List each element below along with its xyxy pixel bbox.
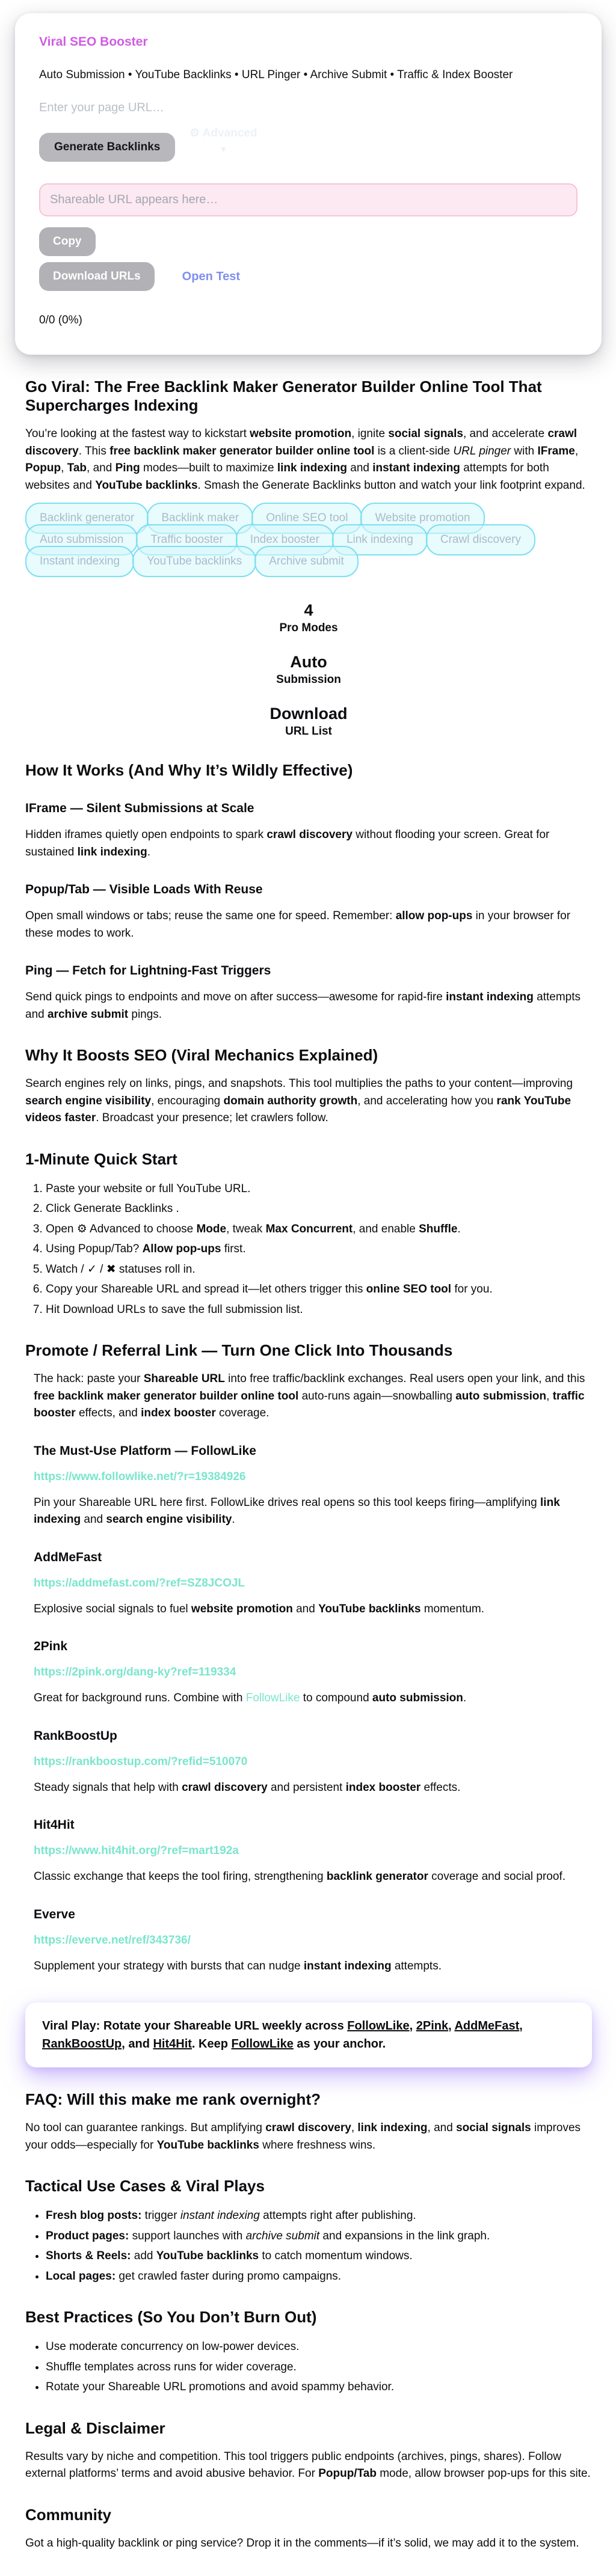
platform-referral-link[interactable]: https://rankboostup.com/?refid=510070 [34, 1755, 248, 1768]
keyword-chip: Online SEO tool [251, 503, 362, 534]
community-heading: Community [25, 2505, 111, 2524]
faq-paragraph: No tool can guarantee rankings. But amplifying crawl discovery, link indexing, and social signals improves your odds—especially for YouTube backlinks where freshness wins. [25, 2122, 581, 2152]
intro-paragraph: You’re looking at the fastest way to kickstart website promotion, ignite social signals, and accelerate crawl discovery. This free backlink maker generator builder online tool is a client-side URL pinger with IFrame, Popup, Tab, and Ping modes—built to maximize link indexing and instant indexing attempts for both websites and YouTube backlinks. Smash the Generate Backlinks button and watch your link footprint expand. [25, 427, 585, 492]
platform-description: Supplement your strategy with bursts that can nudge instant indexing attempts. [34, 1959, 442, 1972]
platform-name: RankBoostUp [34, 1728, 117, 1743]
platform-referral-link[interactable]: https://www.hit4hit.org/?ref=mart192a [34, 1844, 239, 1857]
platform-name: Hit4Hit [34, 1818, 75, 1832]
rankboostup-rotation-link[interactable]: RankBoostUp [42, 2037, 122, 2051]
keyword-chip: Auto submission [25, 524, 138, 555]
practices-heading: Best Practices (So You Don’t Burn Out) [25, 2308, 317, 2326]
legal-heading: Legal & Disclaimer [25, 2418, 165, 2437]
keyword-chip: Website promotion [360, 503, 484, 534]
quick-start-step: 4. Using Popup/Tab? Allow pop-ups first. [46, 1241, 592, 1258]
tactics-heading: Tactical Use Cases & Viral Plays [25, 2177, 265, 2195]
legal-paragraph: Results vary by niche and competition. This tool triggers public endpoints (archives, pings, shares). Follow external platforms’ terms and avoid abusive behavior. For Popup/Tab mode, allow browser pop-ups for this site. [25, 2450, 591, 2480]
2pink-rotation-link[interactable]: 2Pink [416, 2019, 449, 2033]
keyword-chip: Archive submit [254, 546, 359, 577]
seo-boost-paragraph: Search engines rely on links, pings, and snapshots. This tool multiplies the paths to your content—improving search engine visibility, encouraging domain authority growth, and accelerating how you rank YouTube videos faster. Broadcast your presence; let crawlers follow. [25, 1077, 573, 1124]
stat-value: 4 [304, 601, 313, 619]
quick-start-step: 5. Watch / ✓ / ✖ statuses roll in. [46, 1261, 592, 1279]
tactic-item: • Shorts & Reels: add YouTube backlinks to catch momentum windows. [46, 2248, 592, 2265]
addmefast-rotation-link[interactable]: AddMeFast [454, 2019, 520, 2033]
stat-label: Pro Modes [279, 622, 338, 634]
keyword-chips-marquee [25, 503, 592, 583]
download-urls-button[interactable]: Download URLs [39, 262, 155, 291]
platform-name: The Must-Use Platform — FollowLike [34, 1443, 256, 1458]
mode-description: Open small windows or tabs; reuse the same one for speed. Remember: allow pop-ups in your browser for these modes to work. [25, 910, 571, 940]
mode-title: Ping — Fetch for Lightning-Fast Triggers [25, 964, 271, 977]
platform-name: 2Pink [34, 1639, 68, 1653]
quick-start-step: 2. Click Generate Backlinks . [46, 1201, 592, 1218]
promote-hack-paragraph: The hack: paste your Shareable URL into free traffic/backlink exchanges. Real users open your link, and this free backlink maker generator builder online tool auto-runs again—snowballing auto submission, traffic booster effects, and index booster coverage. [34, 1372, 585, 1419]
followlike-rotation-link[interactable]: FollowLike [347, 2019, 410, 2033]
gear-icon: ⚙ [189, 127, 200, 139]
keyword-chip: Backlink generator [25, 503, 149, 534]
stat-item [25, 601, 592, 635]
stat-item [25, 653, 592, 687]
quick-start-heading: 1-Minute Quick Start [25, 1149, 177, 1168]
download-row [39, 262, 578, 291]
advanced-toggle[interactable] [189, 124, 257, 157]
tactic-item: • Fresh blog posts: trigger instant indexing attempts right after publishing. [46, 2207, 592, 2225]
practices-list [25, 2339, 592, 2396]
how-it-works-heading: How It Works (And Why It’s Wildly Effective) [25, 761, 353, 779]
platform-list [34, 1444, 592, 1975]
stat-value: Auto [290, 653, 327, 671]
mode-description: Send quick pings to endpoints and move on after success—awesome for rapid-fire instant indexing attempts and archive submit pings. [25, 991, 581, 1021]
platform-name: AddMeFast [34, 1550, 102, 1564]
keyword-chip: Traffic booster [136, 524, 237, 555]
platform-referral-link[interactable]: https://addmefast.com/?ref=SZ8JCOJL [34, 1576, 245, 1589]
platform-description: Great for background runs. Combine with FollowLike to compound auto submission. [34, 1692, 467, 1704]
quick-start-step: 6. Copy your Shareable URL and spread it—let others trigger this online SEO tool for you. [46, 1281, 592, 1299]
community-paragraph: Got a high-quality backlink or ping service? Drop it in the comments—if it’s solid, we may add it to the system. [25, 2536, 579, 2550]
stat-value: Download [270, 705, 348, 723]
page-url-input[interactable] [39, 100, 578, 116]
keyword-chip: Backlink maker [147, 503, 253, 534]
open-test-link[interactable]: Open Test [182, 269, 240, 283]
stat-label: URL List [285, 725, 332, 738]
intro-heading: Go Viral: The Free Backlink Maker Generator Builder Online Tool That Supercharges Indexing [25, 378, 542, 414]
mode-title: Popup/Tab — Visible Loads With Reuse [25, 883, 263, 896]
platform-description: Classic exchange that keeps the tool firing, strengthening backlink generator coverage and social proof. [34, 1870, 565, 1883]
action-row [39, 127, 578, 164]
practice-item: • Use moderate concurrency on low-power devices. [46, 2339, 592, 2356]
platform-referral-link[interactable]: https://everve.net/ref/343736/ [34, 1933, 191, 1947]
shareable-url-output[interactable] [39, 183, 578, 216]
progress-counter: 0/0 (0%) [39, 314, 82, 326]
keyword-chip: YouTube backlinks [132, 546, 256, 577]
mode-description: Hidden iframes quietly open endpoints to spark crawl discovery without flooding your screen. Great for sustained link indexing. [25, 828, 550, 858]
tactics-list [25, 2207, 592, 2285]
stat-label: Submission [276, 673, 341, 686]
platform-referral-link[interactable]: https://www.followlike.net/?r=19384926 [34, 1470, 246, 1483]
keyword-chip: Index booster [236, 524, 334, 555]
keyword-chip: Link indexing [332, 524, 428, 555]
platform-description: Explosive social signals to fuel website promotion and YouTube backlinks momentum. [34, 1602, 485, 1615]
keyword-chip: Crawl discovery [426, 524, 535, 555]
platform-description: Pin your Shareable URL here first. FollowLike drives real opens so this tool keeps firing—amplifying link indexing and search engine visibility. [34, 1496, 560, 1526]
keyword-chip: Instant indexing [25, 546, 134, 577]
copy-button[interactable]: Copy [39, 227, 96, 256]
platform-name: Everve [34, 1907, 75, 1921]
advanced-label: Advanced [202, 127, 257, 139]
faq-heading: FAQ: Will this make me rank overnight? [25, 2090, 321, 2108]
seo-boost-heading: Why It Boosts SEO (Viral Mechanics Explained) [25, 1046, 378, 1064]
feature-tagline: Auto Submission • YouTube Backlinks • URL Pinger • Archive Submit • Traffic & Index Booster [39, 69, 513, 81]
platform-description: Steady signals that help with crawl discovery and persistent index booster effects. [34, 1781, 461, 1794]
quick-start-step: 7. Hit Download URLs to save the full submission list. [46, 1302, 592, 1319]
stats-block [25, 601, 592, 738]
quick-start-step: 1. Paste your website or full YouTube URL. [46, 1181, 592, 1198]
quick-start-steps [25, 1181, 592, 1319]
app-title: Viral SEO Booster [39, 35, 148, 49]
platform-referral-link[interactable]: https://2pink.org/dang-ky?ref=119334 [34, 1666, 236, 1678]
viral-seo-booster-card [15, 13, 602, 355]
followlike-inline-link[interactable]: FollowLike [245, 1692, 300, 1704]
promote-heading: Promote / Referral Link — Turn One Click Into Thousands [25, 1341, 453, 1359]
tactic-item: • Product pages: support launches with archive submit and expansions in the link graph. [46, 2228, 592, 2245]
viral-play-callout: Viral Play: Rotate your Shareable URL weekly across FollowLike, 2Pink, AddMeFast, RankBoostUp, and Hit4Hit. Keep FollowLike as your anchor. [25, 2002, 592, 2067]
followlike-anchor-link[interactable]: FollowLike [231, 2037, 294, 2051]
mode-title: IFrame — Silent Submissions at Scale [25, 801, 254, 815]
hit4hit-rotation-link[interactable]: Hit4Hit [153, 2037, 192, 2051]
how-it-works-list [25, 801, 592, 1023]
tactic-item: • Local pages: get crawled faster during promo campaigns. [46, 2268, 592, 2286]
generate-backlinks-button[interactable]: Generate Backlinks [39, 133, 175, 162]
chevron-down-icon: ▾ [221, 144, 226, 155]
practice-item: • Shuffle templates across runs for wider coverage. [46, 2359, 592, 2376]
quick-start-step: 3. Open ⚙ Advanced to choose Mode, tweak Max Concurrent, and enable Shuffle. [46, 1221, 592, 1238]
seo-article [0, 378, 616, 2576]
practice-item: • Rotate your Shareable URL promotions and avoid spammy behavior. [46, 2379, 592, 2396]
stat-item [25, 705, 592, 738]
